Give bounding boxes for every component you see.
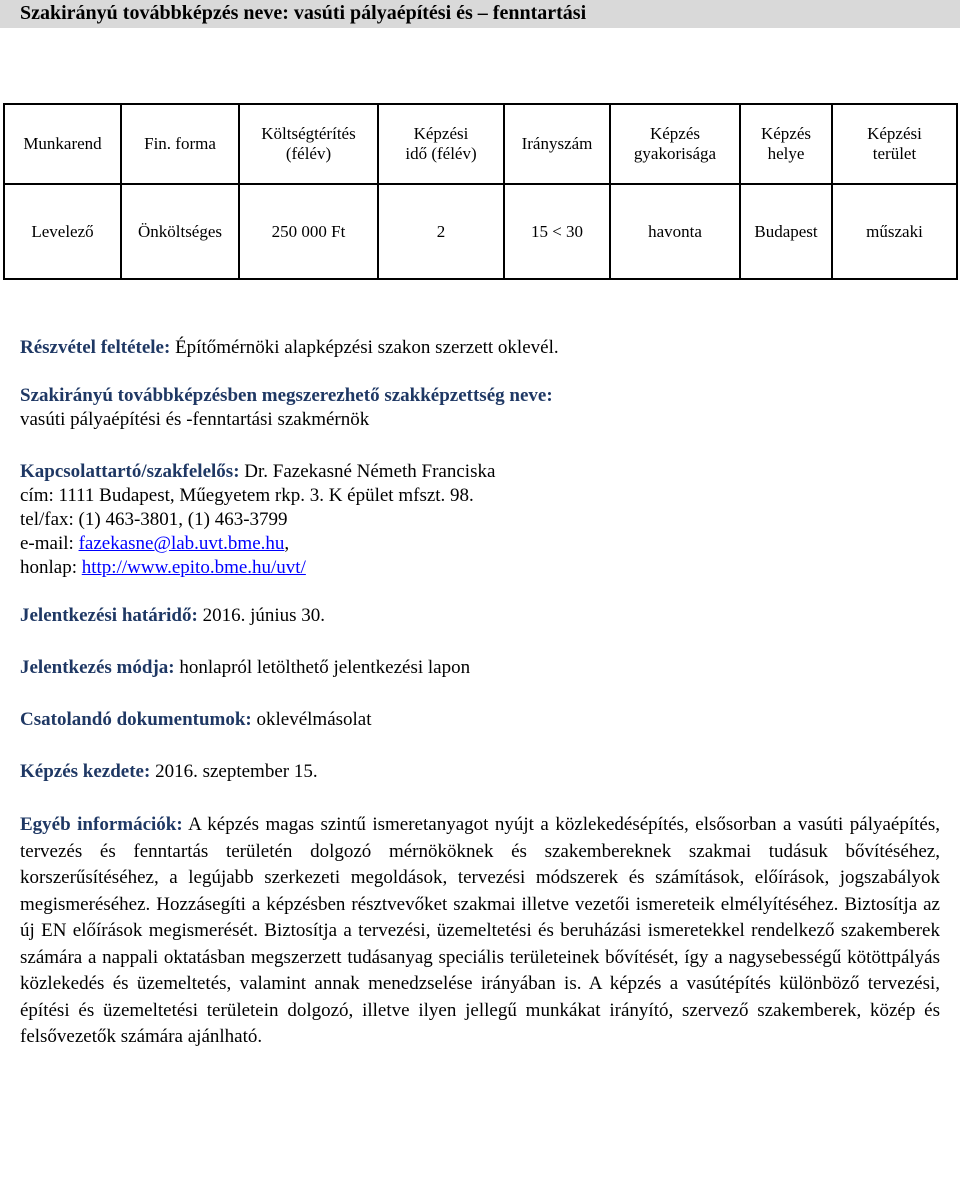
title-bar	[0, 0, 960, 28]
start-value: 2016. szeptember 15.	[155, 761, 318, 782]
header-cell: Irányszám	[504, 104, 610, 184]
email-link[interactable]: fazekasne@lab.uvt.bme.hu	[78, 533, 285, 554]
qualification-label: Szakirányú továbbképzésben megszerezhető szakképzettség neve	[20, 385, 547, 406]
participation-label: Részvétel feltétele	[20, 337, 164, 358]
documents-value: oklevélmásolat	[256, 709, 372, 730]
website-link[interactable]: http://www.epito.bme.hu/uvt/	[81, 557, 306, 578]
other-info-text: A képzés magas szintű ismeretanyagot nyújt a közlekedésépítés, elsősorban a vasúti pályaépítés, tervezés és fenntartás területén dolgozó mérnököknek és szakembereknek szakmai tudásuk bővítéséhez, korszerűsítéséhez, a legújabb szerkezeti megoldások, tervezési módszerek és számítások, előírások, jogszabályok megismeréséhez. Hozzásegíti a képzésben résztvevőket szakmai illetve vezetői ismereteik elmélyítéséhez. Biztosítja az új EN előírások megismerését. Biztosítja a tervezési, üzemeltetési és beruházási ismeretekkel rendelkező szakemberek számára a nappali oktatásban megszerzett tudásanyag speciális területeinek bővítését, így a nagysebességű kötöttpályás közlekedés és üzemeltetés, valamint annak menedzselése irányában is. A képzés a vasútépítés különböző tervezési, építési és üzemeltetési területein dolgozó, illetve ilyen jellegű munkákat irányító, szervező szakemberek, közép és felsővezetők számára ajánlható.	[20, 814, 941, 1047]
header-cell: Képzés helye	[740, 104, 832, 184]
email-suffix: ,	[284, 533, 290, 554]
documents-section: Csatolandó dokumentumok: oklevélmásolat	[20, 709, 372, 730]
contact-email-line	[20, 532, 940, 556]
table-cell: 250 000 Ft	[239, 184, 378, 279]
contact-address: cím: 1111 Budapest, Műegyetem rkp. 3. K épület mfszt. 98.	[20, 485, 474, 506]
contact-name: Dr. Fazekasné Németh Franciska	[244, 461, 496, 482]
contact-section: Kapcsolattartó/szakfelelős: Dr. Fazekasné Németh Franciska	[20, 461, 496, 482]
qualification-value: vasúti pályaépítési és -fenntartási szakmérnök	[20, 409, 370, 430]
table-cell: műszaki	[832, 184, 957, 279]
table-header-row	[4, 104, 957, 184]
header-cell: Munkarend	[4, 104, 121, 184]
header-cell: Képzési idő (félév)	[378, 104, 504, 184]
web-label: honlap:	[20, 557, 82, 578]
email-label: e-mail:	[20, 533, 79, 554]
table-cell: Önköltséges	[121, 184, 239, 279]
header-cell: Fin. forma	[121, 104, 239, 184]
deadline-value: 2016. június 30.	[202, 605, 326, 626]
other-info-label: Egyéb információk	[20, 814, 177, 835]
table-cell: 15 < 30	[504, 184, 610, 279]
deadline-label: Jelentkezési határidő	[20, 605, 192, 626]
application-label: Jelentkezés módja	[20, 657, 169, 678]
application-value: honlapról letölthető jelentkezési lapon	[179, 657, 471, 678]
program-details	[20, 336, 940, 1051]
start-section: Képzés kezdete: 2016. szeptember 15.	[20, 761, 318, 782]
start-label: Képzés kezdete	[20, 761, 144, 782]
program-info-table	[3, 103, 958, 280]
deadline-section: Jelentkezési határidő: 2016. június 30.	[20, 605, 326, 626]
header-cell: Képzés gyakorisága	[610, 104, 740, 184]
contact-web-line	[20, 556, 940, 580]
qualification-section: Szakirányú továbbképzésben megszerezhető szakképzettség neve:	[20, 385, 553, 406]
participation-section: Részvétel feltétele: Építőmérnöki alapképzési szakon szerzett oklevél.	[20, 337, 559, 358]
participation-value: Építőmérnöki alapképzési szakon szerzett oklevél.	[175, 337, 559, 358]
header-cell: Költségtérítés (félév)	[239, 104, 378, 184]
other-info-section: Egyéb információk: A képzés magas szintű ismeretanyagot nyújt a közlekedésépítés, elsősorban a vasúti pályaépítés, tervezés és fenntartás területén dolgozó mérnököknek és szakembereknek szakmai tudásuk bővítéséhez, korszerűsítéséhez, a legújabb szerkezeti megoldások, tervezési módszerek és számítások, előírások, jogszabályok megismeréséhez. Hozzásegíti a képzésben résztvevőket szakmai illetve vezetői ismereteik elmélyítéséhez. Biztosítja az új EN előírások megismerését. Biztosítja a tervezési, üzemeltetési és beruházási ismeretekkel rendelkező szakemberek számára a nappali oktatásban megszerzett tudásanyag speciális területeinek bővítését, így a nagysebességű kötöttpályás közlekedés és üzemeltetés, valamint annak menedzselése irányában is. A képzés a vasútépítés különböző tervezési, építési és üzemeltetési területein dolgozó, illetve ilyen jellegű munkákat irányító, szervező szakemberek, közép és felsővezetők számára ajánlható.	[20, 814, 941, 1047]
contact-phone: tel/fax: (1) 463-3801, (1) 463-3799	[20, 509, 288, 530]
table-cell: havonta	[610, 184, 740, 279]
table-row	[4, 184, 957, 279]
table-cell: Budapest	[740, 184, 832, 279]
documents-label: Csatolandó dokumentumok	[20, 709, 246, 730]
contact-label: Kapcsolattartó/szakfelelős	[20, 461, 234, 482]
table-cell: Levelező	[4, 184, 121, 279]
table-cell: 2	[378, 184, 504, 279]
application-section: Jelentkezés módja: honlapról letölthető jelentkezési lapon	[20, 657, 471, 678]
header-cell: Képzési terület	[832, 104, 957, 184]
page-title: Szakirányú továbbképzés neve: vasúti pályaépítési és – fenntartási	[20, 2, 587, 24]
